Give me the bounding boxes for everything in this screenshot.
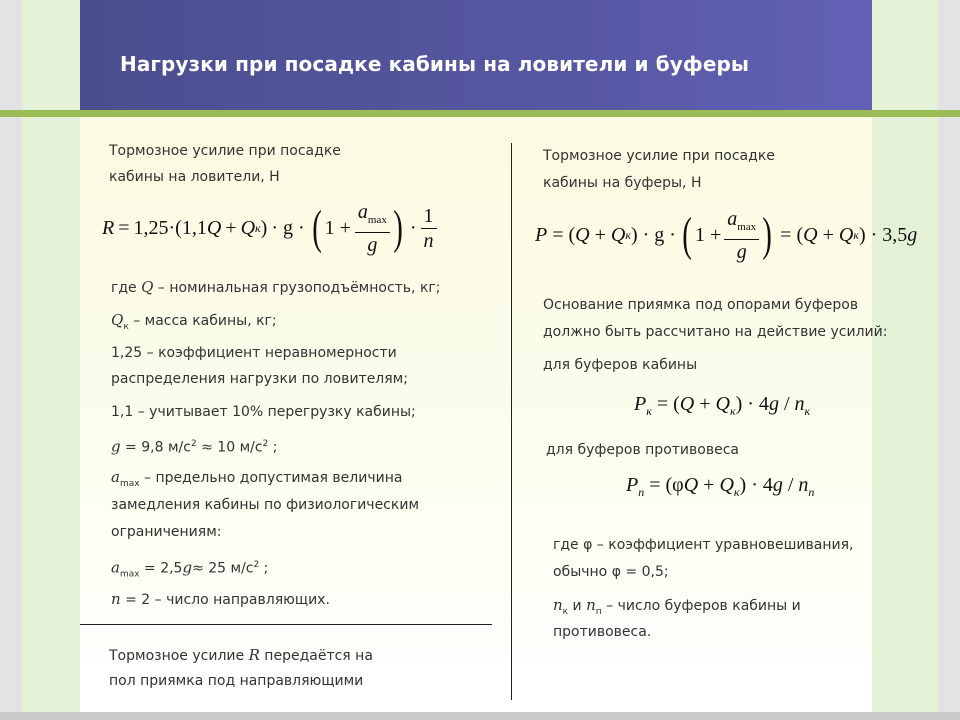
pk-p: P: [634, 393, 647, 415]
bf-big-paren-open: (: [682, 208, 692, 261]
bf-part3: = (: [775, 223, 804, 246]
formula-dot2: ·: [409, 216, 417, 239]
q-description: – номинальная грузоподъёмность, кг;: [153, 280, 441, 296]
frac-one: 1: [421, 204, 437, 229]
qk-symbol: Q: [111, 311, 124, 329]
amax-line2: замедления кабины по физиологическим: [111, 497, 419, 513]
bf-frac-a-sub: max: [737, 220, 757, 233]
amax2-symbol: a: [111, 558, 120, 577]
footer-r-symbol: R: [248, 646, 260, 664]
n-line: [111, 586, 330, 614]
pk-plus: +: [694, 393, 716, 415]
pp-q: Q: [683, 474, 699, 496]
g-line: [111, 431, 277, 462]
bf-qk2-sub: к: [853, 227, 859, 242]
pk-mid: = (: [651, 393, 680, 415]
g-symbol: g: [111, 437, 121, 456]
pk-sub: к: [646, 404, 652, 418]
pp-qk-sub: к: [733, 485, 740, 499]
g-sup2: 2: [262, 439, 269, 449]
qk-subscript: к: [123, 321, 129, 332]
overload-line: 1,1 – учитывает 10% перегрузку кабины;: [111, 404, 416, 420]
bf-qk-sub: к: [625, 227, 631, 242]
left-edge-band: [0, 0, 22, 720]
counterweight-buffer-formula: [626, 474, 814, 500]
pp-phi: φ: [672, 474, 684, 496]
nk-subscript: к: [562, 606, 569, 617]
pk-q: Q: [679, 393, 695, 415]
amax2-g: g: [182, 558, 193, 577]
cabin-buffers-label: для буферов кабины: [543, 357, 698, 373]
buffers-count-line2: противовеса.: [553, 624, 652, 640]
bf-frac-g: g: [736, 240, 747, 263]
buffer-force-formula: [535, 207, 917, 263]
base-line2: должно быть рассчитано на действие усилий:: [543, 324, 888, 340]
amax2-subscript: max: [119, 569, 140, 580]
amax2-eq: = 2,5: [139, 560, 183, 577]
title-underline-stripe: [0, 110, 960, 117]
g-sup1: 2: [190, 439, 197, 449]
cabin-buffer-formula: [634, 393, 810, 419]
formula-big-paren-close: ): [393, 201, 403, 254]
pp-sub: п: [638, 485, 645, 499]
pp-plus: +: [698, 474, 720, 496]
catcher-force-formula: [102, 200, 437, 256]
formula-one-plus: 1 +: [324, 216, 351, 239]
phi-line2: [553, 559, 669, 586]
left-heading-line1: Тормозное усилие при посадке: [109, 143, 341, 159]
footer-line2: пол приямка под направляющими: [109, 673, 364, 689]
pk-n: n: [794, 393, 805, 415]
q-symbol: Q: [141, 278, 154, 296]
g-approx: ≈ 10 м/с: [196, 439, 263, 456]
amax2-approx: ≈ 25 м/с: [192, 560, 254, 577]
footer-text-a: Тормозное усилие: [109, 648, 249, 664]
qk-description: – масса кабины, кг;: [128, 313, 277, 329]
pp-slash: /: [782, 474, 799, 496]
bf-qk: Q: [610, 223, 626, 246]
g-end: ;: [268, 439, 278, 456]
n-description: = 2 – число направляющих.: [120, 592, 330, 608]
formula-paren-open: (: [175, 216, 182, 239]
formula-one-over-n: [421, 204, 437, 253]
np-symbol: n: [586, 596, 596, 614]
phi-prefix: где: [553, 537, 584, 553]
pk-n-sub: к: [804, 404, 811, 418]
np-subscript: п: [595, 606, 602, 617]
slide-title: Нагрузки при посадке кабины на ловители и буферы: [120, 52, 750, 76]
formula-k: 1,1: [181, 216, 207, 239]
amax-value-line: [111, 552, 268, 588]
bf-q: Q: [575, 223, 590, 246]
phi-symbol-2: φ: [611, 564, 621, 580]
right-edge-band: [938, 0, 960, 720]
coef-line1: 1,25 – коэффициент неравномерности: [111, 345, 397, 361]
amax2-end: ;: [259, 560, 269, 577]
bf-part4: ) · 3,5: [858, 223, 908, 246]
formula-equals: =: [118, 216, 130, 239]
pk-qk-sub: к: [729, 404, 736, 418]
pp-qk: Q: [719, 474, 734, 496]
pp-p: P: [626, 474, 639, 496]
right-heading-line1: Тормозное усилие при посадке: [543, 148, 775, 164]
amax-description: – предельно допустимая величина: [139, 470, 403, 486]
right-heading-line2: кабины на буферы, Н: [543, 175, 702, 191]
phi-symbol: φ: [583, 537, 593, 553]
column-divider: [511, 143, 512, 700]
bf-g-end: g: [907, 223, 918, 246]
pp-end: ) · 4: [739, 474, 773, 496]
formula-r-symbol: R: [102, 216, 115, 239]
formula-q: Q: [206, 216, 222, 239]
pk-g: g: [768, 393, 779, 415]
where-q-line: [111, 274, 441, 302]
frac-g: g: [367, 233, 378, 256]
phi-usually: обычно: [553, 564, 612, 580]
bf-big-paren-close: ): [762, 208, 772, 261]
formula-coef: 1,25·: [133, 216, 176, 239]
frac-n: n: [423, 229, 434, 252]
bf-qk2: Q: [838, 223, 854, 246]
amax2-sup: 2: [253, 560, 260, 570]
left-footer-divider: [80, 624, 492, 625]
nn-and: и: [568, 598, 587, 614]
counterweight-buffers-label: для буферов противовеса: [546, 442, 739, 458]
formula-qk-sub: к: [255, 220, 261, 235]
left-green-band: [22, 0, 80, 720]
formula-plus: +: [225, 216, 237, 239]
nk-symbol: n: [553, 596, 563, 614]
formula-big-paren-open: (: [311, 201, 322, 254]
qk-line: [111, 307, 277, 341]
phi-value: = 0,5;: [620, 564, 669, 580]
footer-text-b: передаётся на: [259, 648, 373, 664]
pp-n: n: [798, 474, 809, 496]
bf-p: P: [535, 223, 548, 246]
formula-paren-close: ): [260, 216, 268, 239]
bf-q2: Q: [803, 223, 818, 246]
pk-qk: Q: [715, 393, 730, 415]
footer-line1: [109, 642, 373, 670]
amax-subscript: max: [119, 478, 140, 489]
base-line1: Основание приямка под опорами буферов: [543, 297, 859, 313]
pp-n-sub: п: [808, 485, 815, 499]
formula-qk: Q: [240, 216, 256, 239]
nn-description: – число буферов кабины и: [601, 598, 801, 614]
bf-plus: +: [589, 223, 611, 246]
frac-a: a: [357, 200, 368, 223]
pp-g: g: [772, 474, 783, 496]
bf-plus2: +: [817, 223, 839, 246]
bf-part1: = (: [547, 223, 576, 246]
frac-a-sub: max: [367, 213, 387, 226]
pk-end: ) · 4: [735, 393, 769, 415]
amax-symbol: a: [111, 468, 120, 486]
where-prefix: где: [111, 280, 142, 296]
pp-mid: = (: [644, 474, 673, 496]
bf-one-plus: 1 +: [694, 223, 722, 246]
phi-description: – коэффициент уравновешивания,: [592, 537, 854, 553]
n-symbol: n: [111, 590, 121, 608]
coef-line2: распределения нагрузки по ловителям;: [111, 371, 408, 387]
amax-line3: ограничениям:: [111, 524, 222, 540]
g-value: = 9,8 м/с: [120, 439, 191, 456]
bf-amax-over-g: [724, 207, 759, 264]
left-heading-line2: кабины на ловители, Н: [109, 169, 280, 185]
phi-line1: [553, 532, 853, 559]
pk-slash: /: [778, 393, 795, 415]
bf-frac-a: a: [727, 207, 738, 230]
bf-part2: ) · g ·: [630, 223, 676, 246]
formula-dot-g: · g ·: [271, 216, 305, 239]
right-green-band: [872, 0, 938, 720]
formula-amax-over-g: [355, 200, 390, 257]
bottom-band: [0, 712, 960, 720]
